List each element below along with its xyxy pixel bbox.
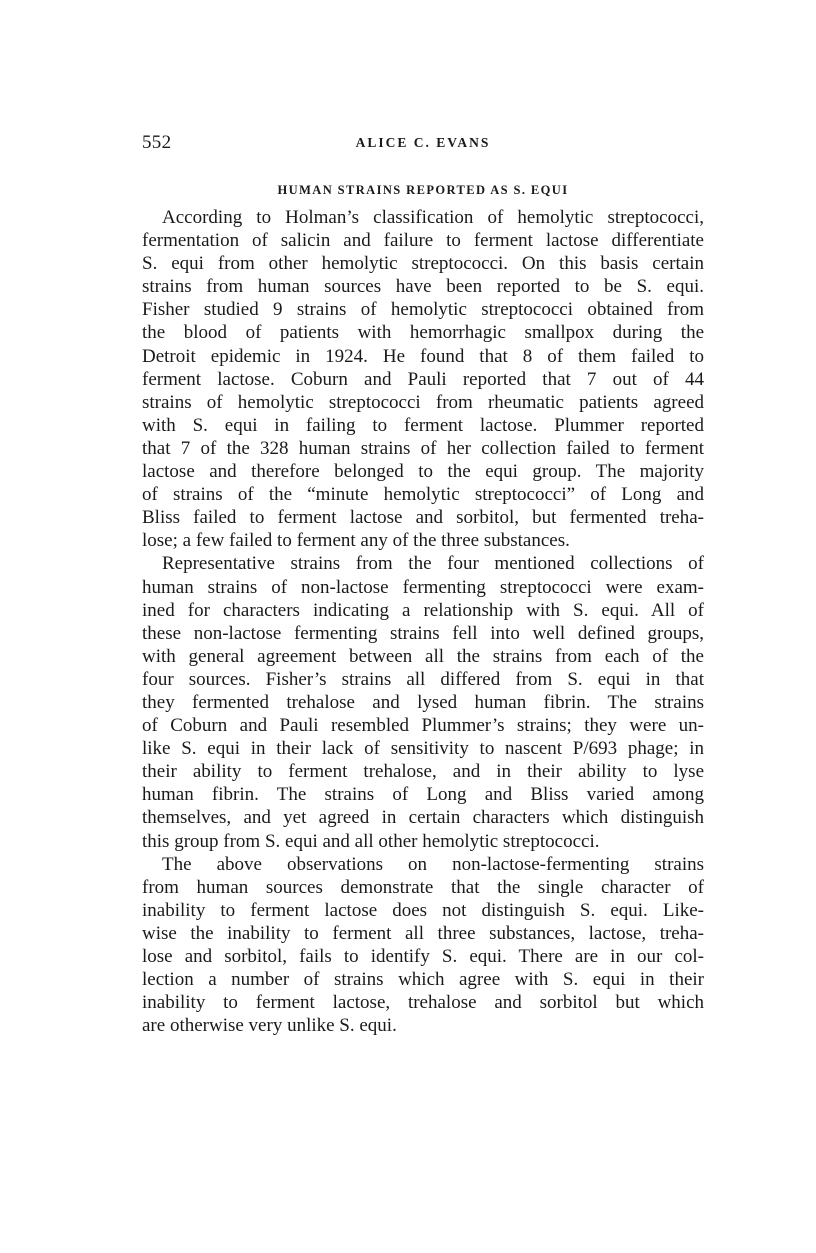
paragraph-2 (142, 552, 704, 852)
text-line: like S. equi in their lack of sensitivity to nascent P/693 phage; in (142, 738, 704, 760)
running-head: ALICE C. EVANS (355, 135, 491, 150)
text-line: human fibrin. The strains of Long and Bliss varied among (142, 784, 704, 806)
text-line: strains from human sources have been reported to be S. equi. (142, 276, 704, 298)
text-line: lactose and therefore belonged to the equi group. The majority (142, 461, 704, 483)
paragraph-3 (142, 853, 704, 1038)
text-line: of strains of the “minute hemolytic streptococci” of Long and (142, 484, 704, 506)
text-line: S. equi from other hemolytic streptococci. On this basis certain (142, 253, 704, 275)
text-line: fermentation of salicin and failure to ferment lactose differentiate (142, 230, 704, 252)
text-line: lose; a few failed to ferment any of the three substances. (142, 530, 570, 552)
text-line: lose and sorbitol, fails to identify S. equi. There are in our col- (142, 946, 704, 967)
text-line: inability to ferment lactose, trehalose and sorbitol but which (142, 992, 704, 1014)
text-line: human strains of non-lactose fermenting streptococci were exam- (142, 576, 704, 598)
text-line: The above observations on non-lactose-fermenting strains (162, 853, 704, 875)
text-line: ined for characters indicating a relationship with S. equi. All of (142, 599, 704, 621)
text-line: from human sources demonstrate that the single character of (142, 876, 704, 898)
text-line: Detroit epidemic in 1924. He found that 8 of them failed to (142, 345, 704, 367)
text-line: ferment lactose. Coburn and Pauli reported that 7 out of 44 (142, 368, 704, 390)
text-line: of Coburn and Pauli resembled Plummer’s strains; they were un- (142, 715, 704, 737)
paragraph-1 (142, 206, 704, 552)
text-line: this group from S. equi and all other hemolytic streptococci. (142, 830, 600, 852)
text-line: with general agreement between all the strains from each of the (142, 645, 704, 667)
text-line: Fisher studied 9 strains of hemolytic streptococci obtained from (142, 299, 704, 321)
text-line: the blood of patients with hemorrhagic smallpox during the (142, 322, 704, 344)
text-line: Bliss failed to ferment lactose and sorbitol, but fermented treha- (142, 507, 704, 529)
text-line: these non-lactose fermenting strains fell into well defined groups, (142, 622, 704, 644)
text-line: that 7 of the 328 human strains of her collection failed to ferment (142, 437, 704, 459)
text-line: lection a number of strains which agree with S. equi in their (142, 969, 704, 991)
text-line: are otherwise very unlike S. equi. (142, 1015, 397, 1037)
body-text (142, 206, 704, 1037)
text-line: According to Holman’s classification of hemolytic streptococci, (162, 207, 704, 228)
page-number: 552 (142, 132, 172, 153)
text-line: Representative strains from the four mentioned collections of (162, 553, 704, 575)
text-line: their ability to ferment trehalose, and in their ability to lyse (142, 761, 704, 783)
text-line: with S. equi in failing to ferment lactose. Plummer reported (142, 414, 704, 436)
page-header (142, 132, 704, 158)
section-heading: HUMAN STRAINS REPORTED AS S. EQUI (277, 183, 569, 197)
text-line: wise the inability to ferment all three substances, lactose, treha- (142, 922, 704, 944)
text-line: themselves, and yet agreed in certain characters which distinguish (142, 807, 704, 829)
text-line: inability to ferment lactose does not distinguish S. equi. Like- (142, 899, 704, 921)
text-line: they fermented trehalose and lysed human fibrin. The strains (142, 691, 704, 713)
text-line: four sources. Fisher’s strains all differed from S. equi in that (142, 668, 704, 690)
text-line: strains of hemolytic streptococci from rheumatic patients agreed (142, 391, 704, 413)
